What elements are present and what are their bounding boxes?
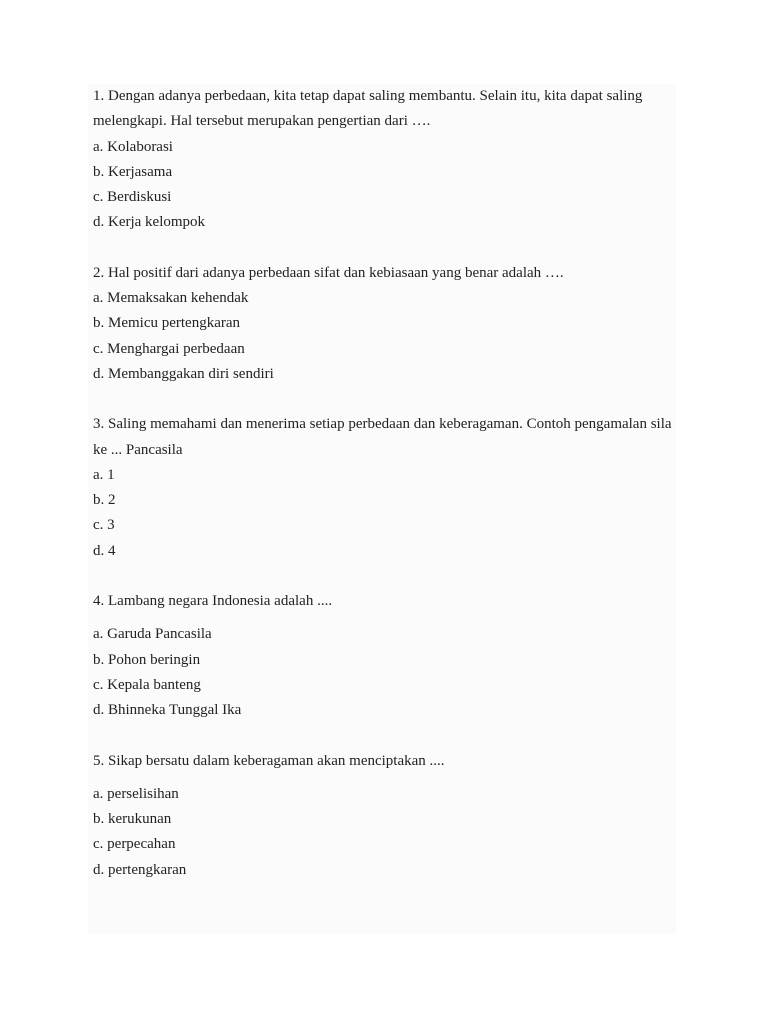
option-4d: d. Bhinneka Tunggal Ika — [93, 702, 242, 719]
option-4c: c. Kepala banteng — [93, 676, 201, 693]
option-3c: c. 3 — [93, 517, 115, 534]
option-2d: d. Membanggakan diri sendiri — [93, 365, 274, 382]
option-2b: b. Memicu pertengkaran — [93, 315, 241, 332]
question-3-text: 3. Saling memahami dan menerima setiap perbedaan dan keberagaman. Contoh pengamalan sila ke ... Pancasila — [93, 416, 672, 458]
option-5a: a. perselisihan — [93, 785, 179, 802]
question-5-options — [93, 782, 673, 883]
option-2a: a. Memaksakan kehendak — [93, 290, 249, 307]
option-3b: b. 2 — [93, 492, 116, 509]
question-4-options — [93, 622, 673, 723]
spacer — [93, 774, 673, 782]
option-4b: b. Pohon beringin — [93, 651, 201, 668]
question-5 — [93, 749, 673, 883]
question-2-text: 2. Hal positif dari adanya perbedaan sifat dan kebiasaan yang benar adalah …. — [93, 264, 564, 281]
option-1c: c. Berdiskusi — [93, 189, 172, 206]
option-3a: a. 1 — [93, 466, 115, 483]
option-3d: d. 4 — [93, 542, 116, 559]
question-2-options — [93, 286, 673, 387]
option-4a: a. Garuda Pancasila — [93, 626, 212, 643]
question-1-options — [93, 135, 673, 236]
spacer — [93, 614, 673, 622]
option-5c: c. perpecahan — [93, 836, 176, 853]
question-5-text: 5. Sikap bersatu dalam keberagaman akan menciptakan .... — [93, 752, 445, 769]
question-2 — [93, 261, 673, 387]
question-4 — [93, 589, 673, 723]
question-3-options — [93, 463, 673, 564]
question-1-text: 1. Dengan adanya perbedaan, kita tetap dapat saling membantu. Selain itu, kita dapat saling melengkapi. Hal tersebut merupakan pengertian dari …. — [93, 88, 643, 130]
option-1d: d. Kerja kelompok — [93, 214, 206, 231]
option-1b: b. Kerjasama — [93, 163, 173, 180]
option-5b: b. kerukunan — [93, 811, 172, 828]
option-1a: a. Kolaborasi — [93, 138, 173, 155]
question-3 — [93, 412, 673, 564]
question-4-text: 4. Lambang negara Indonesia adalah .... — [93, 593, 333, 610]
question-1 — [93, 84, 673, 236]
quiz-document — [93, 84, 673, 883]
option-2c: c. Menghargai perbedaan — [93, 340, 245, 357]
option-5d: d. pertengkaran — [93, 861, 187, 878]
